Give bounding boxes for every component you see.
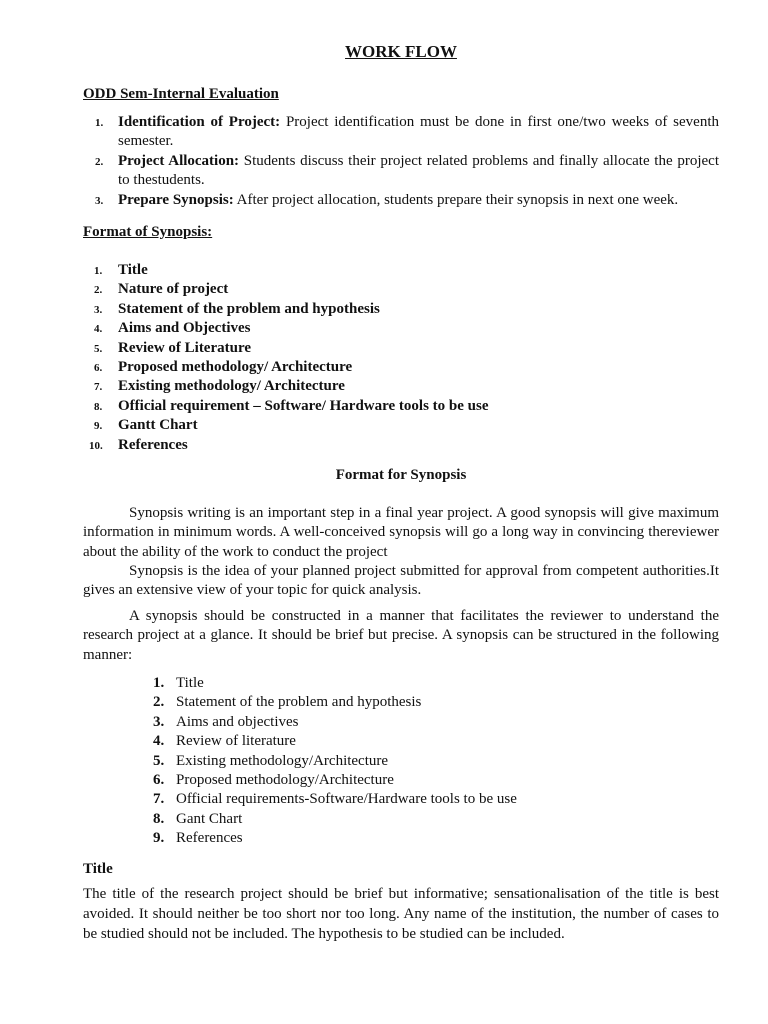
- list-item-number: 9.: [153, 830, 165, 847]
- format-items-list: [83, 261, 719, 455]
- list-item-text: References: [118, 436, 188, 453]
- list-item-text: Statement of the problem and hypothesis: [118, 300, 380, 317]
- list-item-number: 7.: [153, 791, 165, 808]
- list-item-number: 5.: [94, 342, 103, 355]
- list-item: [83, 377, 719, 396]
- list-item-number: 1.: [94, 265, 103, 277]
- list-item-text: Review of literature: [176, 733, 296, 750]
- list-item: [83, 416, 719, 435]
- synopsis-paragraph-1: Synopsis writing is an important step in a final year project. A good synopsis will give maximum information in minimum words. A well-conceived synopsis will go a long way in convincing thereviewer about the ability of the work to conduct the project: [83, 505, 719, 560]
- format-for-synopsis-heading: Format for Synopsis: [335, 467, 467, 483]
- list-item-text: Existing methodology/Architecture: [176, 752, 389, 769]
- list-item-text: Official requirement – Software/ Hardware tools to be use: [118, 397, 489, 414]
- format-of-synopsis-heading: Format of Synopsis:: [83, 224, 213, 240]
- list-item: [83, 300, 719, 319]
- list-item: [83, 261, 719, 280]
- list-item-number: 6.: [94, 362, 103, 375]
- list-item-number: 10.: [89, 439, 103, 452]
- list-item-text: Project identification must be done in first one/two weeks of seventh semester.: [118, 114, 719, 150]
- list-item: [83, 397, 719, 416]
- list-item-number: 8.: [153, 810, 165, 827]
- list-item-number: 2.: [95, 155, 104, 168]
- list-item-text: After project allocation, students prepare their synopsis in next one week.: [233, 191, 679, 208]
- list-item-text: Existing methodology/ Architecture: [118, 378, 345, 395]
- list-item-number: 4.: [153, 733, 165, 750]
- title-section-paragraph: The title of the research project should be brief but informative; sensationalisation of the title is best avoided. It should neither be too short nor too long. Any name of the institution, the number of cases to be studied should not be included. The hypothesis to be studied can be included.: [83, 886, 719, 942]
- list-item-text: Proposed methodology/Architecture: [176, 772, 394, 789]
- list-item-number: 9.: [94, 420, 103, 433]
- synopsis-paragraph-2: Synopsis is the idea of your planned project submitted for approval from competent authorities.It gives an extensive view of your topic for quick analysis.: [83, 563, 719, 599]
- list-item-text: Nature of project: [118, 281, 229, 298]
- list-item-text: Aims and objectives: [176, 713, 299, 730]
- list-item-text: Gant Chart: [176, 810, 243, 827]
- workflow-steps-list: [83, 113, 719, 210]
- list-item-number: 3.: [94, 303, 103, 316]
- list-item-text: References: [176, 830, 243, 847]
- list-item-number: 5.: [153, 752, 165, 769]
- list-item-number: 1.: [153, 675, 165, 691]
- list-item-number: 7.: [94, 381, 103, 394]
- list-item-text: Statement of the problem and hypothesis: [176, 694, 422, 711]
- synopsis-paragraph-3: A synopsis should be constructed in a manner that facilitates the reviewer to understand the research project at a glance. It should be brief but precise. A synopsis can be structured in the following manner:: [83, 608, 719, 663]
- list-item-number: 2.: [153, 694, 165, 711]
- list-item-number: 6.: [153, 772, 165, 789]
- list-item-text: Title: [176, 675, 204, 691]
- list-item-number: 8.: [94, 400, 103, 413]
- list-item: [150, 713, 517, 732]
- list-item: [150, 790, 517, 809]
- list-item: [150, 771, 517, 790]
- list-item-label: Project Allocation:: [118, 152, 240, 169]
- list-item: [150, 674, 517, 693]
- list-item-number: 2.: [94, 284, 103, 297]
- list-item: [150, 810, 517, 829]
- list-item-label: Prepare Synopsis:: [118, 191, 234, 208]
- list-item-number: 1.: [95, 117, 104, 129]
- list-item-text: Gantt Chart: [118, 417, 198, 434]
- list-item-number: 4.: [94, 323, 103, 336]
- list-item-text: Review of Literature: [118, 339, 252, 356]
- list-item: [83, 436, 719, 455]
- list-item: [150, 732, 517, 751]
- list-item-number: 3.: [153, 713, 165, 730]
- list-item: [150, 829, 517, 848]
- list-item-label: Identification of Project:: [118, 114, 281, 130]
- title-section-heading: Title: [83, 861, 113, 877]
- list-item-text: Aims and Objectives: [118, 320, 251, 337]
- list-item: [83, 152, 719, 191]
- list-item: [83, 319, 719, 338]
- list-item-number: 3.: [95, 194, 104, 207]
- list-item-text: Proposed methodology/ Architecture: [118, 359, 353, 376]
- synopsis-structure-list: [150, 674, 517, 849]
- list-item-text: Students discuss their project related problems and finally allocate the project to thestudents.: [118, 152, 719, 189]
- list-item: [83, 191, 719, 210]
- odd-sem-heading: ODD Sem-Internal Evaluation: [83, 86, 279, 102]
- list-item-text: Official requirements-Software/Hardware tools to be use: [176, 791, 517, 808]
- list-item: [150, 693, 517, 712]
- list-item: [83, 339, 719, 358]
- page-title: WORK FLOW: [345, 42, 457, 61]
- list-item: [83, 113, 719, 152]
- list-item: [83, 358, 719, 377]
- list-item-text: Title: [118, 262, 148, 278]
- list-item: [150, 752, 517, 771]
- list-item: [83, 280, 719, 299]
